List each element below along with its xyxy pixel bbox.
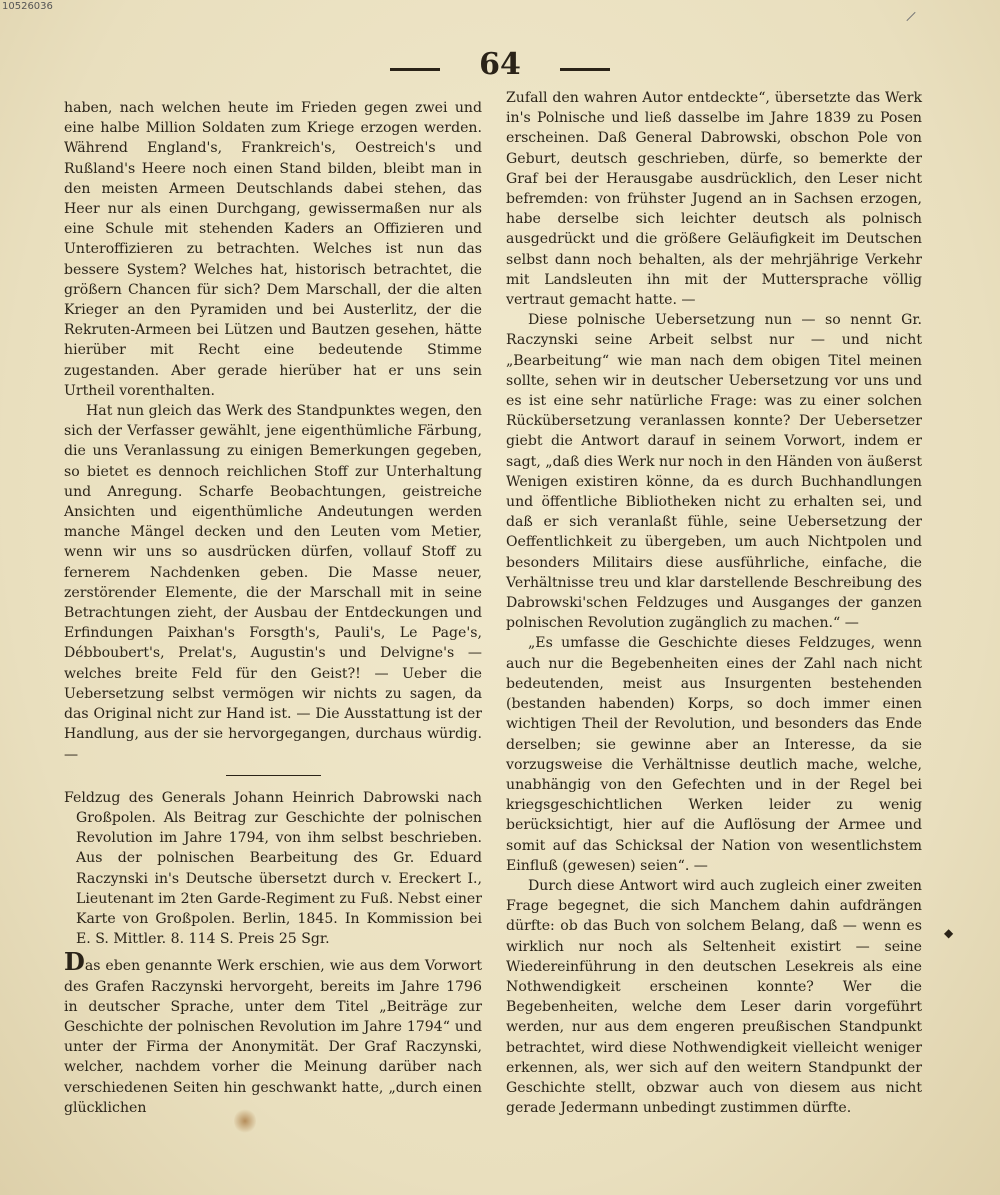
header-dash-left — [390, 68, 440, 71]
left-paragraph-2: Hat nun gleich das Werk des Standpunktes wegen, den sich der Verfasser gewählt, jene eigenthümliche Färbung, die uns Veranlassung zu einigen Bemerkungen gegeben, so bietet es dennoch reichlichen Stoff zur Unterhaltung und Anregung. Scharfe Beobachtungen, geistreiche Ansichten und eigenthümliche Andeutungen werden manche Mängel decken und den Leuten vom Metier, wenn wir uns so ausdrücken dürfen, vollauf Stoff zu fernerem Nachdenken geben. Die Masse neuer, zerstörender Elemente, die der Marschall mit in seine Betrachtungen zieht, der Ausbau der Entdeckungen und Erfindungen Paixhan's Forsgth's, Pauli's, Le Page's, Débboubert's, Prelat's, Augustin's und Delvigne's — welches breite Feld für den Geist?! — Ueber die Uebersetzung selbst vermögen wir nichts zu sagen, da das Original nicht zur Hand ist. — Die Ausstattung ist der Handlung, aus der sie hervorgegangen, durchaus würdig. — — [64, 403, 482, 763]
left-paragraph-1: haben, nach welchen heute im Frieden gegen zwei und eine halbe Million Soldaten zum Kriege erzogen werden. Während England's, Frankreich's, Oestreich's und Rußland's Heere noch einen Stand bilden, bleibt man in den meisten Armeen Deutschlands dabei stehen, das Heer nur als einen Durchgang, gewissermaßen nur als eine Schule mit stehenden Kaders an Offizieren und Unteroffizieren zu betrachten. Welches ist nun das bessere System? Welches hat, historisch betrachtet, die größern Chancen für sich? Dem Marschall, der die alten Krieger an den Pyramiden und bei Austerlitz, der die Rekruten-Armeen bei Lützen und Bautzen gesehen, hätte hierüber mit Recht eine bedeutende Stimme zugestanden. Aber gerade hierüber hat er uns sein Urtheil vorenthalten. — [64, 100, 482, 399]
page-header — [380, 42, 620, 92]
right-paragraph-2: Diese polnische Uebersetzung nun — so nennt Gr. Raczynski seine Arbeit selbst nur — und nicht „Bearbeitung“ wie man nach dem obigen Titel meinen sollte, sehen wir in deutscher Uebersetzung vor uns und es ist eine sehr natürliche Frage: was zu einer solchen Rückübersetzung veranlassen konnte? Der Uebersetzer giebt die Antwort darauf in seinem Vorwort, indem er sagt, „daß dies Werk nur noch in den Händen von äußerst Wenigen existiren könne, da es durch Buchhandlungen und öffentliche Bibliotheken nicht zu erhalten sei, und daß er sich veranlaßt fühle, seine Uebersetzung der Oeffentlichkeit zu übergeben, um auch Nichtpolen und besonders Militairs diese ausführliche, einfache, die Verhältnisse treu und klar darstellende Beschreibung des Dabrowski'schen Feldzuges und Ausganges der ganzen polnischen Revolution zugänglich zu machen.“ — — [506, 312, 922, 632]
bibliographic-entry: Feldzug des Generals Johann Heinrich Dabrowski nach Großpolen. Als Beitrag zur Geschichte der polnischen Revolution im Jahre 1794, von ihm selbst beschrieben. Aus der polnischen Bearbeitung des Gr. Eduard Raczynski in's Deutsche übersetzt durch v. Ereckert I., Lieutenant im 2ten Garde-Regiment zu Fuß. Nebst einer Karte von Großpolen. Berlin, 1845. In Kommission bei E. S. Mittler. 8. 114 S. Preis 25 Sgr. — [64, 789, 482, 948]
right-paragraph-1: Zufall den wahren Autor entdeckte“, übersetzte das Werk in's Polnische und ließ dasselbe im Jahre 1839 zu Posen erscheinen. Daß General Dabrowski, obschon Pole von Geburt, deutsch geschrieben, dürfe, so bemerkte der Graf bei der Herausgabe ausdrücklich, den Leser nicht befremden: von frühster Jugend an in Sachsen erzogen, habe derselbe sich leichter deutsch als polnisch ausgedrückt und die größere Geläufigkeit im Deutschen selbst dann noch behalten, als der mehrjährige Verkehr mit Landsleuten ihn mit der Muttersprache völlig vertraut gemacht hatte. — — [506, 90, 922, 309]
pencil-tick-mark — [906, 12, 915, 21]
right-column — [506, 88, 922, 1118]
page-number: 64 — [479, 47, 521, 82]
section-divider — [226, 775, 321, 776]
scan-id: 10526036 — [2, 1, 53, 12]
left-paragraph-3-text: as eben genannte Werk erschien, wie aus dem Vorwort des Grafen Raczynski hervorgeht, bereits im Jahre 1796 in deutscher Sprache, unter dem Titel „Beiträge zur Geschichte der polnischen Revolution im Jahre 1794“ und unter der Firma der Anonymität. Der Graf Raczynski, welcher, nachdem vorher die Meinung darüber nach verschiedenen Seiten hin geschwankt hatte, „durch einen glücklichen — [64, 958, 482, 1116]
paper-stain — [234, 1108, 256, 1134]
margin-mark: ◆ — [944, 926, 954, 940]
header-dash-right — [560, 68, 610, 71]
right-paragraph-3: „Es umfasse die Geschichte dieses Feldzuges, wenn auch nur die Begebenheiten eines der Zahl nach nicht bedeutenden, meist aus Insurgenten bestehenden (bestanden habenden) Korps, so doch immer einen wichtigen Theil der Revolution, und besonders das Ende derselben; sie gewinne aber an Interesse, da sie vorzugsweise die Verhältnisse deutlich mache, welche, unabhängig von den Gefechten und in der Regel bei kriegsgeschichtlichen Werken leider zu wenig berücksichtigt, hier auf die Auflösung der Armee und somit auf das Schicksal der Nation von wesentlichstem Einfluß (gewesen) seien“. — — [506, 635, 922, 874]
right-paragraph-4: Durch diese Antwort wird auch zugleich einer zweiten Frage begegnet, die sich Manchem dahin aufdrängen dürfte: ob das Buch von solchem Belang, daß — wenn es wirklich nur noch als Seltenheit existirt — seine Wiedereinführung in den deutschen Lesekreis als eine Nothwendigkeit erscheinen konnte? Wer die Begebenheiten, welche dem Leser darin vorgeführt werden, nur aus dem engeren preußischen Standpunkt betrachtet, wird diese Nothwendigkeit vielleicht weniger erkennen, als, wer sich auf den weitern Standpunkt der Geschichte stellt, obzwar auch von diesem aus nicht gerade Jedermann unbedingt zustimmen dürfte. — [506, 877, 922, 1117]
left-paragraph-3 — [64, 947, 482, 1118]
initial-letter: D — [64, 947, 85, 977]
left-column — [64, 98, 482, 1118]
